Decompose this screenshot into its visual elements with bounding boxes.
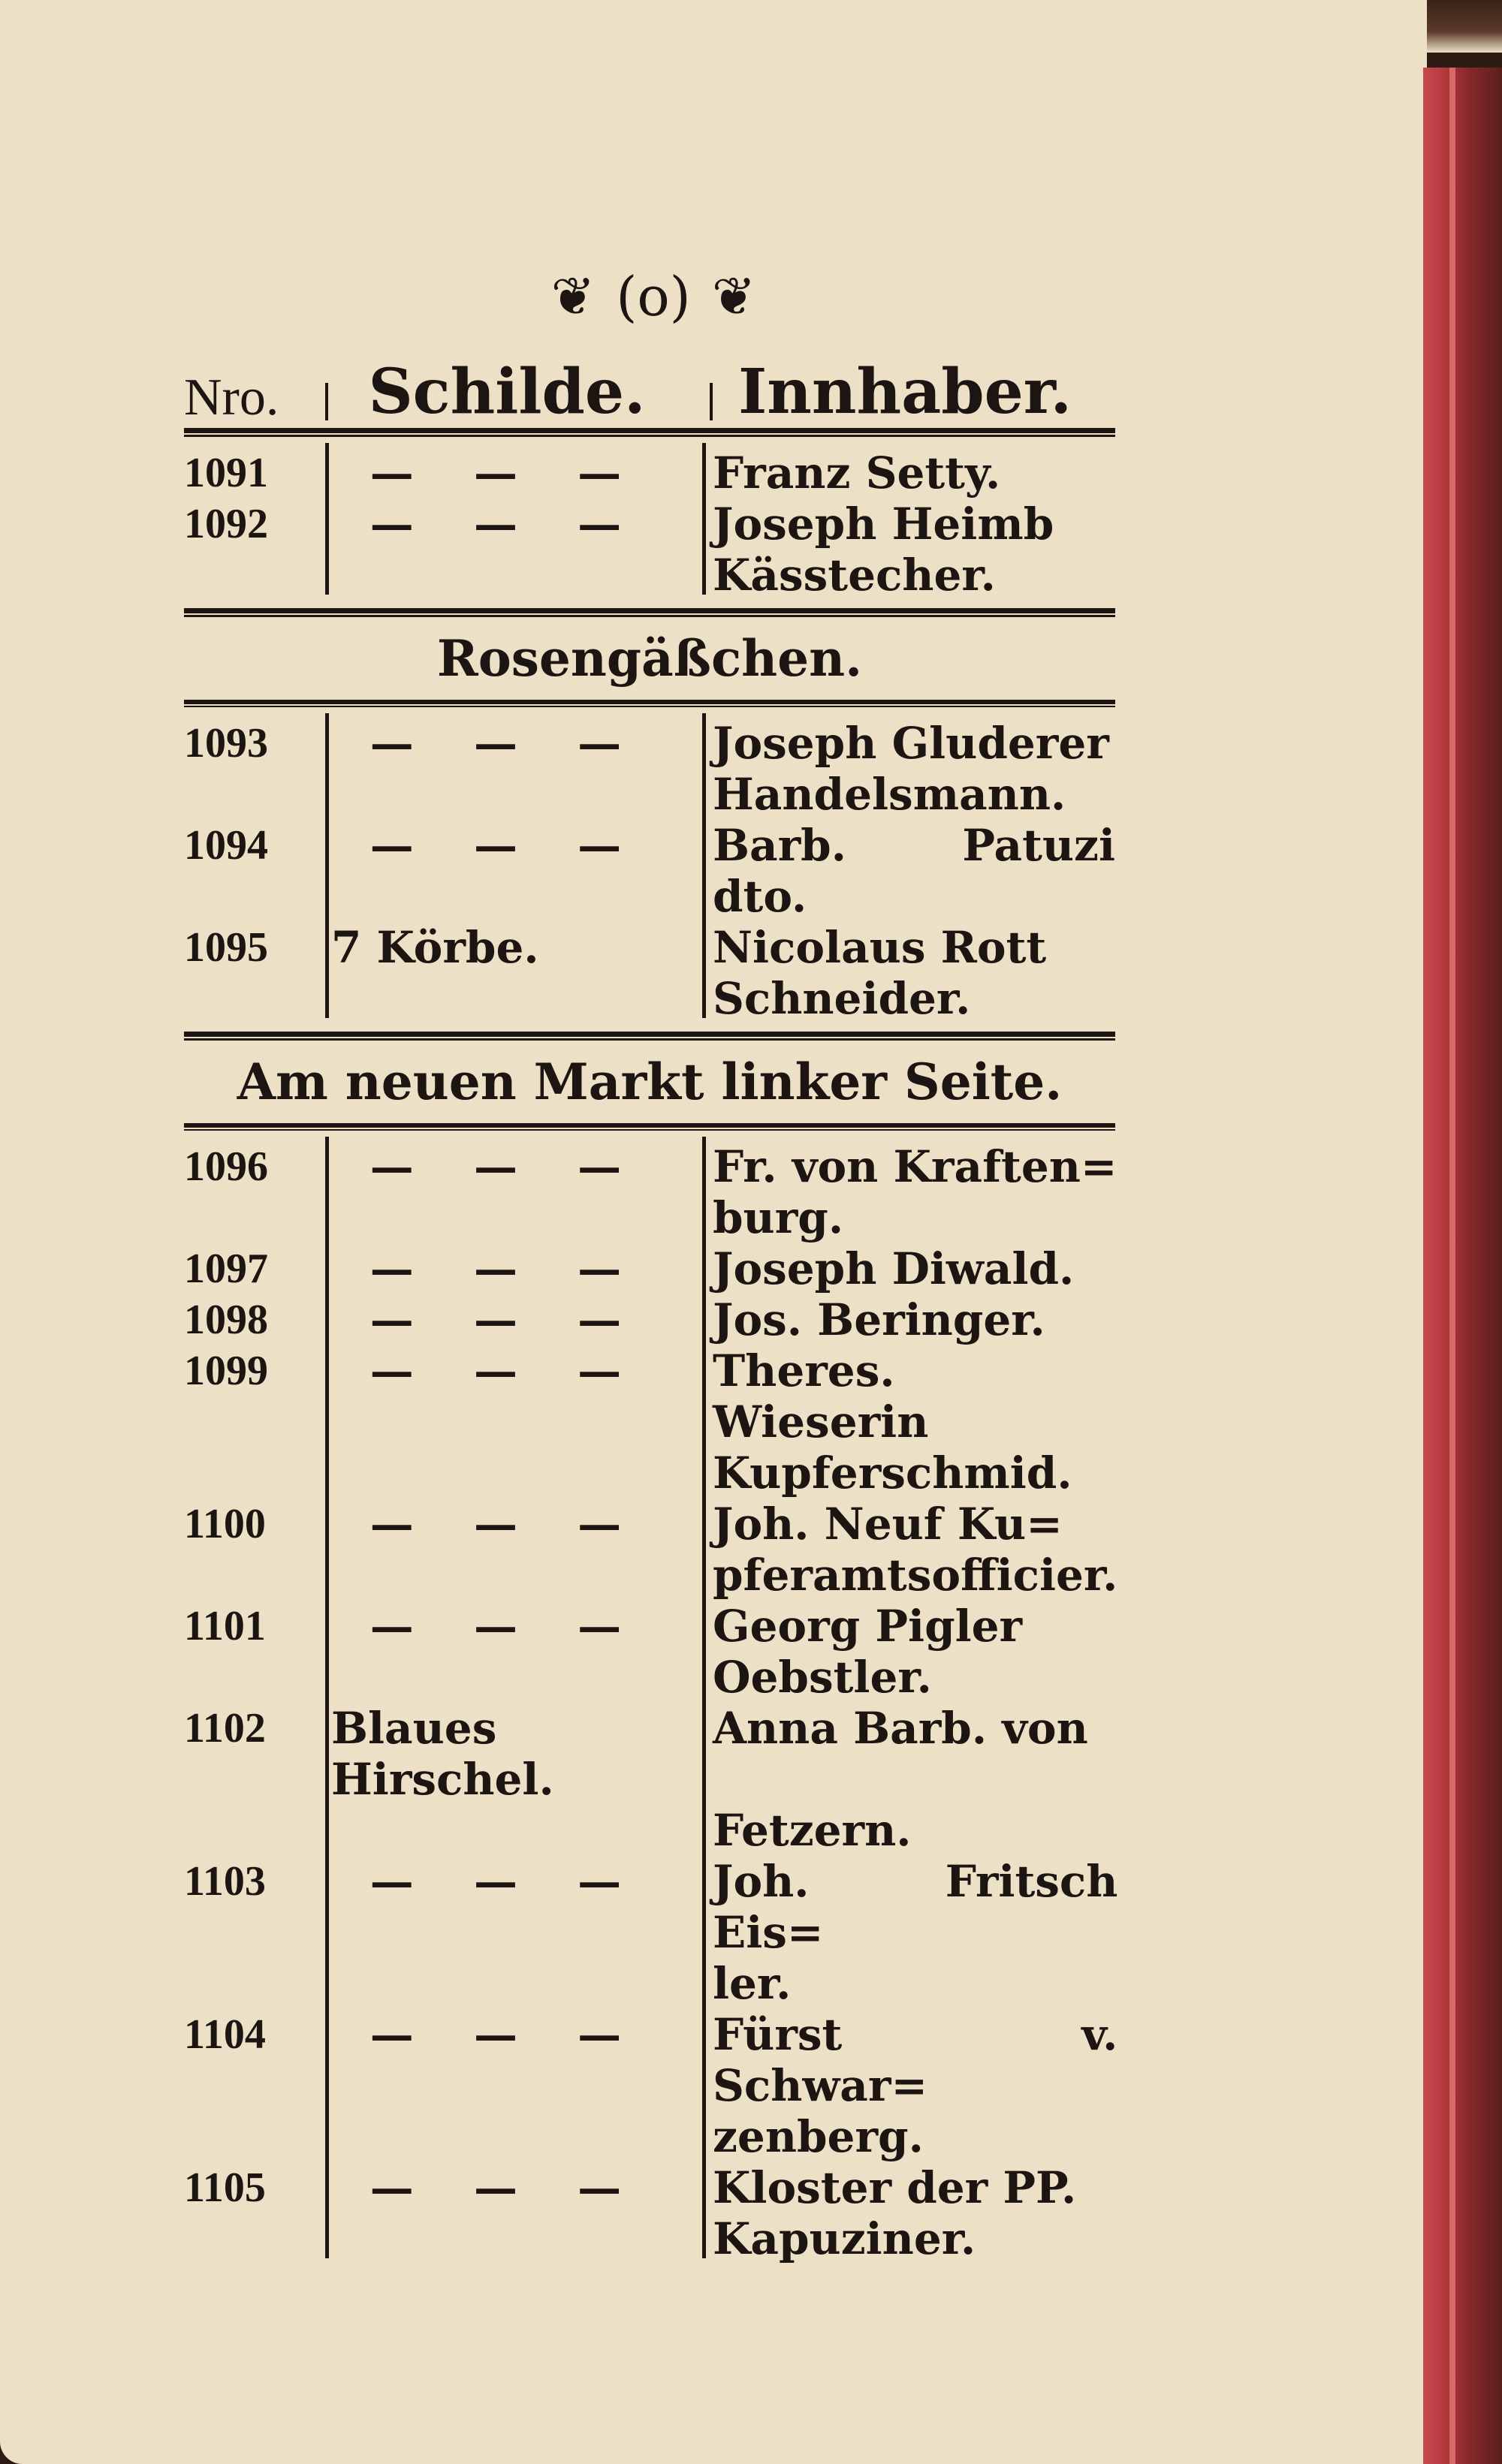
entry-sign <box>319 1447 695 1499</box>
header-rule <box>184 428 1115 437</box>
entry-section <box>184 437 1115 601</box>
entry-number <box>184 1958 319 2009</box>
entry-sign <box>319 2111 695 2162</box>
entry-number: 1101 <box>184 1603 266 1649</box>
directory-table <box>184 353 1118 2264</box>
entry-sign: — — — <box>369 499 644 550</box>
column-divider <box>325 1137 329 2258</box>
street-heading: Rosengäßchen. <box>436 629 863 688</box>
entry-number <box>184 2213 319 2264</box>
entry-owner: Joseph Heimb <box>713 499 1054 550</box>
running-head <box>496 263 811 330</box>
entry-owner: Kässtecher. <box>713 550 996 601</box>
entry-number: 1104 <box>184 2011 266 2058</box>
entry-owner: pferamtsofficier. <box>713 1550 1118 1601</box>
entry-sign: — — — <box>369 1499 644 1550</box>
entry-owner: Joh. Fritsch Eis= <box>713 1856 1118 1958</box>
entry-owner: burg. <box>713 1192 844 1243</box>
column-divider <box>325 443 329 595</box>
column-divider <box>702 1137 706 2258</box>
entry-number <box>184 769 319 820</box>
entry-sign: — — — <box>369 718 644 769</box>
entry-number <box>184 1192 319 1243</box>
column-divider <box>702 443 706 595</box>
page-edge-red <box>1423 68 1502 2464</box>
entry-number: 1102 <box>184 1705 266 1752</box>
street-heading: Am neuen Markt linker Seite. <box>237 1053 1063 1111</box>
entry-number: 1096 <box>184 1143 268 1190</box>
header-innhaber: Innhaber. <box>737 356 1072 428</box>
entry-owner: Theres. Wieserin <box>713 1345 929 1447</box>
entry-section <box>184 1131 1118 2264</box>
entry-number: 1093 <box>184 720 268 767</box>
entry-owner: Joseph Diwald. <box>713 1243 1075 1294</box>
entry-sign <box>319 2213 695 2264</box>
header-nro: Nro. <box>184 369 279 426</box>
entry-number <box>184 550 319 601</box>
entry-owner: Kapuziner. <box>713 2213 976 2264</box>
entry-number: 1097 <box>184 1246 268 1292</box>
entry-number: 1103 <box>184 1858 266 1905</box>
entry-owner: Franz Setty. <box>713 447 1001 499</box>
entry-sign: 7 Körbe. <box>331 922 539 973</box>
entry-sign: — — — <box>369 2162 644 2213</box>
header-schilde: Schilde. <box>368 356 646 428</box>
entry-owner: Georg Pigler <box>713 1601 1023 1652</box>
entry-number: 1098 <box>184 1297 268 1343</box>
entry-sign: — — — <box>369 1294 644 1345</box>
entry-owner: Joh. Neuf Ku= <box>713 1499 1063 1550</box>
column-divider <box>702 713 706 1018</box>
entry-owner: Anna Barb. von <box>713 1703 1088 1754</box>
section-rule <box>184 1032 1115 1041</box>
entry-sign: Blaues Hirschel. <box>331 1703 554 1805</box>
entry-number <box>184 2111 319 2162</box>
entry-number: 1095 <box>184 924 268 971</box>
entry-sign: — — — <box>369 447 644 499</box>
column-divider <box>325 713 329 1018</box>
entry-sign <box>319 769 695 820</box>
entry-sign: — — — <box>369 1856 644 1907</box>
entry-sign: — — — <box>369 2009 644 2060</box>
entry-owner: Joseph Gluderer <box>713 718 1109 769</box>
entry-owner: Nicolaus Rott <box>713 922 1047 973</box>
entry-number: 1092 <box>184 501 268 547</box>
entry-owner: Fürst v. Schwar= <box>713 2009 1118 2111</box>
entry-owner: ler. <box>713 1958 792 2009</box>
ornament-right-icon: ❦ <box>711 266 756 327</box>
entry-number: 1105 <box>184 2164 266 2211</box>
entry-owner: Fetzern. <box>713 1805 912 1856</box>
entry-number <box>184 973 319 1024</box>
entry-section <box>184 707 1115 1024</box>
header-divider <box>325 383 328 420</box>
entry-sign: — — — <box>369 1243 644 1294</box>
entry-owner: zenberg. <box>713 2111 924 2162</box>
entry-owner: Fr. von Kraften= <box>713 1141 1117 1192</box>
entry-sign <box>319 1958 695 2009</box>
entry-sign: — — — <box>369 1601 644 1652</box>
entry-number <box>184 1652 319 1703</box>
page-number: (o) <box>616 265 691 328</box>
entry-owner: Schneider. <box>713 973 971 1024</box>
entry-number: 1094 <box>184 822 268 869</box>
header-divider <box>710 383 713 420</box>
ornament-left-icon: ❦ <box>550 266 596 327</box>
entry-sign <box>319 1550 695 1601</box>
entry-number: 1091 <box>184 450 268 496</box>
entry-number <box>184 1550 319 1601</box>
entry-owner: Jos. Beringer. <box>713 1294 1045 1345</box>
entry-owner: Kloster der PP. <box>713 2162 1077 2213</box>
table-header <box>184 353 1115 428</box>
entry-sign: — — — <box>369 1345 644 1396</box>
section-rule <box>184 608 1115 617</box>
entry-sign <box>319 1805 695 1856</box>
entry-owner: Handelsmann. <box>713 769 1066 820</box>
entry-sign <box>319 973 695 1024</box>
section-rule <box>184 1123 1115 1131</box>
entry-number <box>184 1805 319 1856</box>
entry-owner: Kupferschmid. <box>713 1447 1072 1499</box>
section-rule <box>184 700 1115 707</box>
entry-sign <box>319 1192 695 1243</box>
entry-sign <box>319 1652 695 1703</box>
entry-number <box>184 1447 319 1499</box>
entry-sign <box>319 550 695 601</box>
entry-number: 1099 <box>184 1348 268 1394</box>
entry-sign: — — — <box>369 820 644 871</box>
entry-owner: Barb. Patuzi dto. <box>713 820 1115 922</box>
entry-sign: — — — <box>369 1141 644 1192</box>
page-edge-highlight <box>1449 68 1455 2464</box>
entry-number: 1100 <box>184 1501 266 1547</box>
entry-owner: Oebstler. <box>713 1652 932 1703</box>
